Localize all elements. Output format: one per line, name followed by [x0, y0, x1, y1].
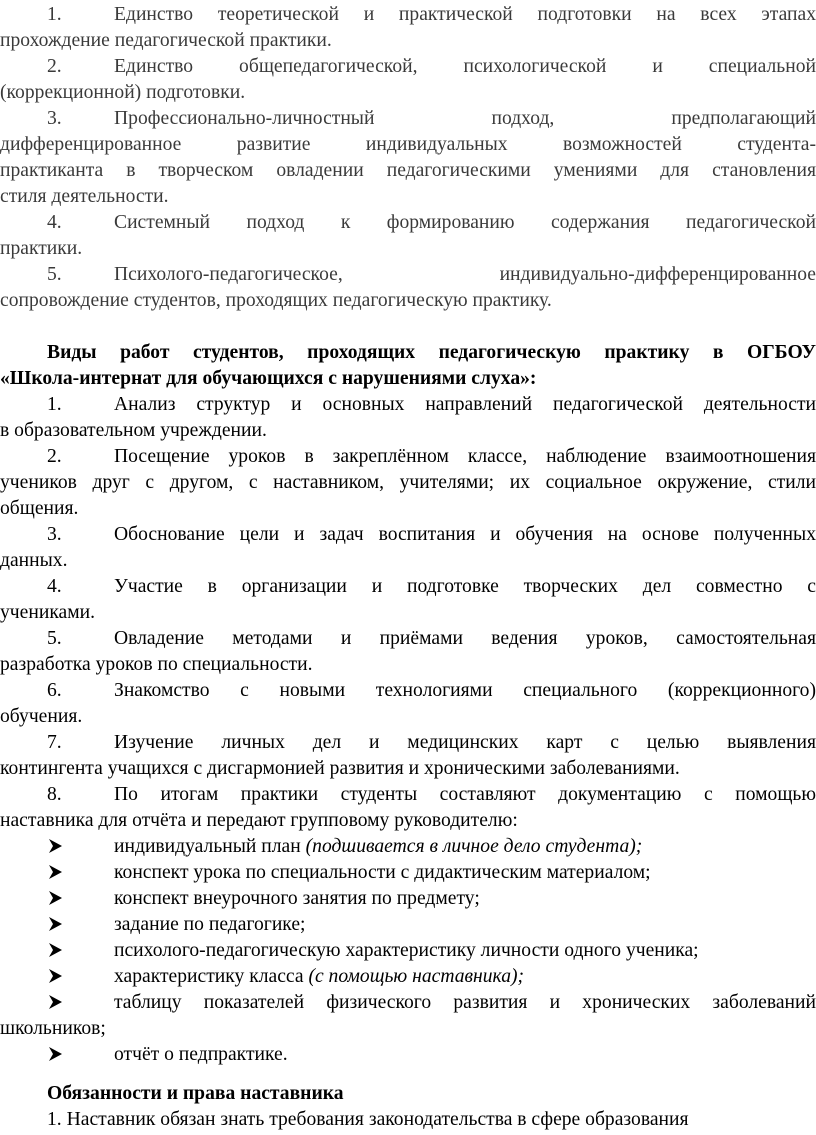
work-item-3-line2: данных. — [0, 550, 68, 571]
work-item-8-line2: наставника для отчёта и передают групповому руководителю: — [0, 810, 518, 831]
work-item-1-line2: в образовательном учреждении. — [0, 420, 267, 441]
arrowhead-bullet-icon — [47, 994, 63, 1010]
work-item-6-line2: обучения. — [0, 706, 83, 727]
work-item-7-line1: 7. Изучение личных дел и медицинских карт с целью выявления — [47, 732, 816, 753]
bullet-item-4: задание по педагогике; — [0, 912, 816, 938]
principle-3-line1: 3. Профессионально-личностный подход, предполагающий — [47, 108, 816, 129]
mentor-item-1: 1. Наставник обязан знать требования законодательства в сфере образования — [47, 1109, 689, 1130]
work-item-5-line2: разработка уроков по специальности. — [0, 654, 313, 675]
principle-2-line2: (коррекционной) подготовки. — [0, 82, 246, 103]
work-item-3-line1: 3. Обоснование цели и задач воспитания и обучения на основе полученных — [47, 524, 816, 545]
principle-4-line2: практики. — [0, 238, 83, 259]
bullet-item-1: индивидуальный план (подшивается в личное дело студента); — [0, 834, 816, 860]
bullet-item-7-line2: школьников; — [0, 1018, 106, 1039]
principle-4-line1: 4. Системный подход к формированию содержания педагогической — [47, 212, 816, 233]
bullet-item-2: конспект урока по специальности с дидактическим материалом; — [0, 860, 816, 886]
principle-5-line2: сопровождение студентов, проходящих педагогическую практику. — [0, 290, 552, 311]
arrowhead-bullet-icon — [47, 864, 63, 880]
work-item-8-line1: 8. По итогам практики студенты составляют документацию с помощью — [47, 784, 816, 805]
bullet-item-3: конспект внеурочного занятия по предмету; — [0, 886, 816, 912]
principle-5-line1: 5. Психолого-педагогическое, индивидуально-дифференцированное — [47, 264, 816, 285]
work-item-7-line2: контингента учащихся с дисгармонией развития и хроническими заболеваниями. — [0, 758, 680, 779]
work-item-2-line2: учеников друг с другом, с наставником, учителями; их социальное окружение, стили — [0, 472, 816, 493]
section-work-heading-line1: Виды работ студентов, проходящих педагогическую практику в ОГБОУ — [47, 342, 816, 363]
work-item-2-line1: 2. Посещение уроков в закреплённом классе, наблюдение взаимоотношения — [47, 446, 816, 467]
arrowhead-bullet-icon — [47, 916, 63, 932]
section-mentor-heading: Обязанности и права наставника — [47, 1083, 344, 1104]
section-work-heading-line2: «Школа-интернат для обучающихся с нарушениями слуха»: — [0, 368, 537, 389]
principle-3-line3: практиканта в творческом овладении педагогическими умениями для становления — [0, 160, 816, 181]
work-item-5-line1: 5. Овладение методами и приёмами ведения уроков, самостоятельная — [47, 628, 816, 649]
work-item-4-line1: 4. Участие в организации и подготовке творческих дел совместно с — [47, 576, 816, 597]
principle-3-line4: стиля деятельности. — [0, 186, 169, 207]
work-item-6-line1: 6. Знакомство с новыми технологиями специального (коррекционного) — [47, 680, 816, 701]
principle-1-line1: 1. Единство теоретической и практической подготовки на всех этапах — [47, 4, 816, 25]
principle-3-line2: дифференцированное развитие индивидуальных возможностей студента- — [0, 134, 816, 155]
arrowhead-bullet-icon — [47, 1046, 63, 1062]
arrowhead-bullet-icon — [47, 968, 63, 984]
arrowhead-bullet-icon — [47, 942, 63, 958]
bullet-item-8: отчёт о педпрактике. — [0, 1042, 816, 1068]
principle-2-line1: 2. Единство общепедагогической, психологической и специальной — [47, 56, 816, 77]
bullet-item-6: характеристику класса (с помощью наставника); — [0, 964, 816, 990]
bullet-item-5: психолого-педагогическую характеристику личности одного ученика; — [0, 938, 816, 964]
arrowhead-bullet-icon — [47, 890, 63, 906]
arrowhead-bullet-icon — [47, 838, 63, 854]
work-item-4-line2: учениками. — [0, 602, 96, 623]
principle-1-line2: прохождение педагогической практики. — [0, 30, 332, 51]
work-item-2-line3: общения. — [0, 498, 79, 519]
bullet-item-7-line1: таблицу показателей физического развития и хронических заболеваний — [0, 990, 816, 1016]
work-item-1-line1: 1. Анализ структур и основных направлений педагогической деятельности — [47, 394, 816, 415]
